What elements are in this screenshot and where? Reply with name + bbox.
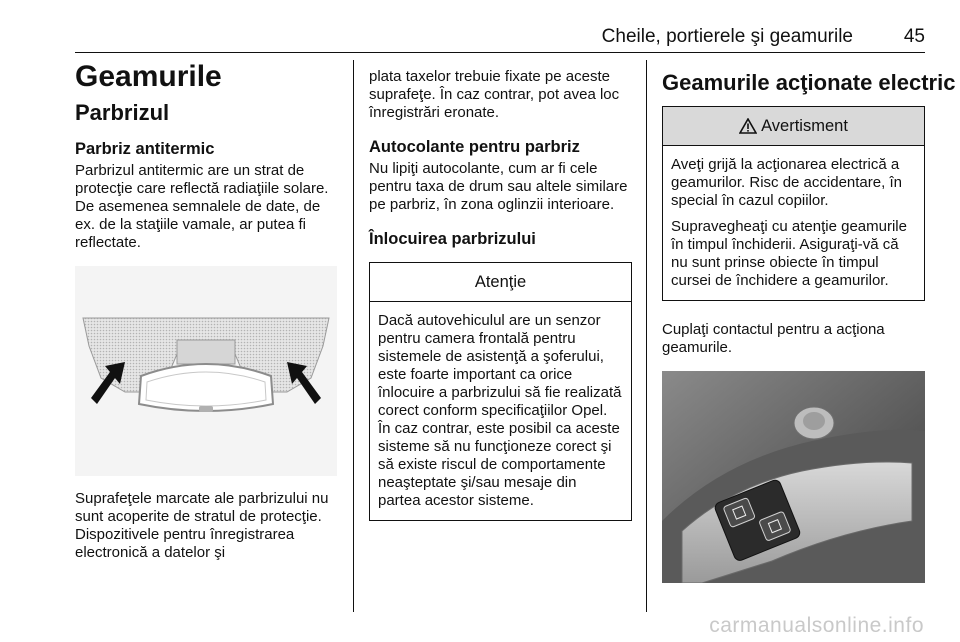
paragraph: Parbrizul antitermic are un strat de protecţie care reflectă radiaţiile solare. De asemenea semnalele de date, de ex. de la staţiile vamale, ar putea fi reflectate. <box>75 162 329 251</box>
section-title: Geamurile <box>75 60 222 93</box>
warning-box <box>662 106 925 301</box>
column-divider-2 <box>646 60 647 612</box>
warning-box-body <box>663 146 924 300</box>
warning-box-title: Avertisment <box>761 116 848 135</box>
section-title: Geamurile acţionate electric <box>662 70 956 95</box>
window-switch-photo <box>662 371 925 583</box>
warning-box-header <box>663 107 924 146</box>
column-2 <box>369 60 632 521</box>
figure-caption: Suprafeţele marcate ale parbrizului nu sunt acoperite de stratul de protecţie. Dispozitivele pentru înregistrarea electronică a datelor şi <box>75 490 329 561</box>
column-3 <box>662 60 956 583</box>
topic-title: Înlocuirea parbrizului <box>369 230 536 248</box>
warning-text: Aveţi grijă la acţionarea electrică a geamurilor. Risc de accidentare, în special în cazul copiilor. <box>671 156 902 209</box>
warning-triangle-icon <box>739 118 757 134</box>
column-divider-1 <box>353 60 354 612</box>
caution-text: Dacă autovehiculul are un senzor pentru camera frontală pentru sistemele de asistenţă a şoferului, este foarte important ca orice înlocuire a parbrizului să fie realizată corect conform specificaţiilor Opel. În caz contrar, este posibil ca aceste sisteme să nu funcţioneze corect şi să existe riscul de comportamente neaşteptate şi/sau mesaje din partea acestor sisteme. <box>378 312 622 509</box>
windshield-mirror-illustration <box>75 266 337 476</box>
caution-box <box>369 262 632 521</box>
header-rule <box>75 52 925 53</box>
paragraph: Cuplaţi contactul pentru a acţiona geamurile. <box>662 321 885 356</box>
page-header <box>75 24 925 52</box>
page-number: 45 <box>903 26 925 47</box>
topic-title: Parbriz antitermic <box>75 140 215 158</box>
chapter-title: Cheile, portierele şi geamurile <box>601 26 853 47</box>
subsection-title: Parbrizul <box>75 100 170 125</box>
caution-box-title: Atenţie <box>370 263 631 302</box>
paragraph-continued: plata taxelor trebuie fixate pe aceste suprafeţe. În caz contrar, pot avea loc înregistrări eronate. <box>369 68 620 121</box>
warning-text: Supravegheaţi cu atenţie geamurile în timpul închiderii. Asiguraţi-vă că nu sunt prinse obiecte în timpul cursei de închidere a geamurilor. <box>671 218 907 289</box>
topic-title: Autocolante pentru parbriz <box>369 138 580 156</box>
paragraph: Nu lipiţi autocolante, cum ar fi cele pentru taxa de drum sau altele similare pe parbriz, în zona oglinzii interioare. <box>369 160 628 213</box>
watermark: carmanualsonline.info <box>709 614 924 637</box>
window-switch-illustration <box>662 371 925 583</box>
caution-box-body <box>370 302 631 520</box>
windshield-figure <box>75 266 337 476</box>
column-1 <box>75 60 337 562</box>
